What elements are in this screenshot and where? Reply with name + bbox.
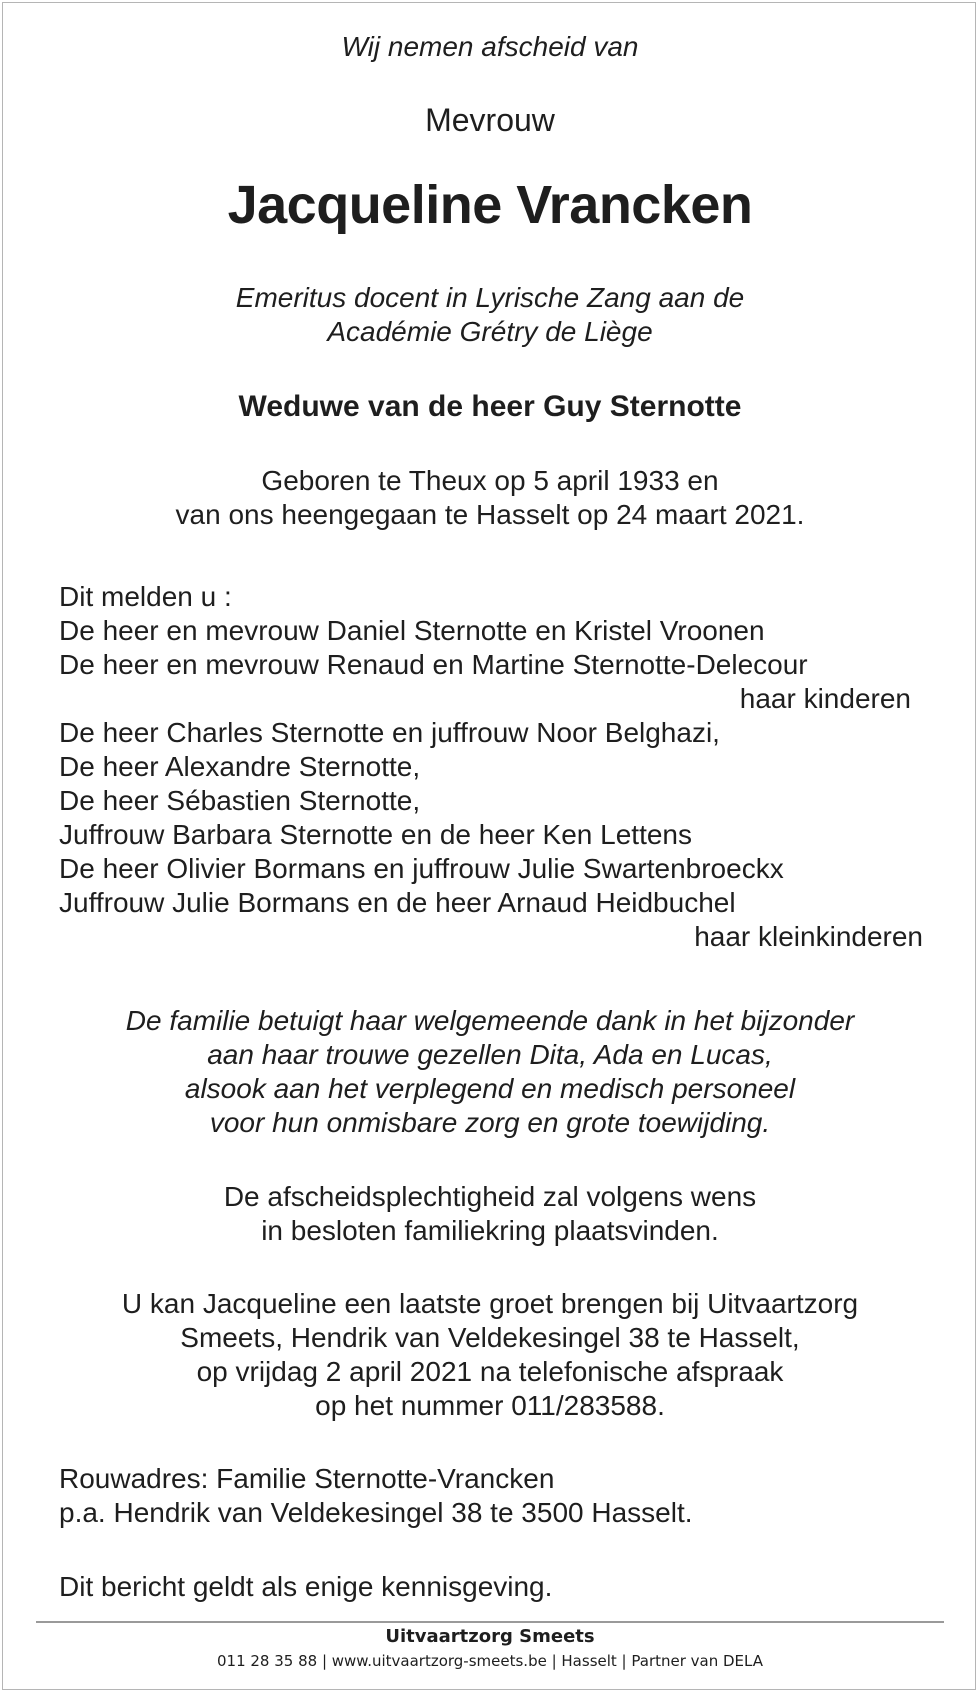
ceremony-paragraph <box>0 1180 980 1248</box>
list-item: De heer Olivier Bormans en juffrouw Julie Swartenbroeckx <box>59 853 784 884</box>
intro-line: Wij nemen afscheid van <box>341 31 639 62</box>
death-line: van ons heengegaan te Hasselt op 24 maart 2021. <box>175 499 805 530</box>
occupation <box>0 281 980 349</box>
birth-line: Geboren te Theux op 5 april 1933 en <box>261 465 719 496</box>
children-label: haar kinderen <box>739 683 911 714</box>
funeral-home-name: Uitvaartzorg Smeets <box>385 1626 595 1647</box>
children-list <box>59 614 911 716</box>
visit-line: op het nummer 011/283588. <box>315 1390 665 1421</box>
visit-line: U kan Jacqueline een laatste groet brengen bij Uitvaartzorg <box>121 1288 859 1319</box>
list-item: De heer Sébastien Sternotte, <box>59 785 421 816</box>
ceremony-line: in besloten familiekring plaatsvinden. <box>261 1215 719 1246</box>
announce-label: Dit melden u : <box>59 581 232 612</box>
list-item: De heer Charles Sternotte en juffrouw Noor Belghazi, <box>59 717 720 748</box>
thanks-line: De familie betuigt haar welgemeende dank in het bijzonder <box>125 1005 855 1036</box>
visit-line: Smeets, Hendrik van Veldekesingel 38 te Hasselt, <box>180 1322 800 1353</box>
funeral-home-contact: 011 28 35 88 | www.uitvaartzorg-smeets.be | Hasselt | Partner van DELA <box>216 1652 763 1670</box>
occupation-line: Emeritus docent in Lyrische Zang aan de <box>235 282 745 313</box>
salutation: Mevrouw <box>425 102 555 138</box>
thanks-line: alsook aan het verplegend en medisch personeel <box>184 1073 796 1104</box>
widow-line: Weduwe van de heer Guy Sternotte <box>238 390 742 423</box>
footer-divider <box>36 1621 944 1623</box>
list-item: De heer en mevrouw Renaud en Martine Sternotte-Delecour <box>59 649 808 680</box>
deceased-name: Jacqueline Vrancken <box>227 175 753 235</box>
visit-line: op vrijdag 2 april 2021 na telefonische afspraak <box>196 1356 784 1387</box>
thanks-line: aan haar trouwe gezellen Dita, Ada en Lucas, <box>207 1039 773 1070</box>
thanks-paragraph <box>0 1004 980 1140</box>
mourning-address <box>59 1462 911 1530</box>
list-item: De heer en mevrouw Daniel Sternotte en Kristel Vroonen <box>59 615 765 646</box>
ceremony-line: De afscheidsplechtigheid zal volgens wens <box>223 1181 757 1212</box>
list-item: Juffrouw Barbara Sternotte en de heer Ken Lettens <box>59 819 693 850</box>
thanks-line: voor hun onmisbare zorg en grote toewijding. <box>209 1107 771 1138</box>
occupation-line: Académie Grétry de Liège <box>327 316 653 347</box>
list-item: De heer Alexandre Sternotte, <box>59 751 421 782</box>
notice-line: Dit bericht geldt als enige kennisgeving. <box>59 1571 553 1602</box>
address-line: p.a. Hendrik van Veldekesingel 38 te 3500 Hasselt. <box>59 1497 693 1528</box>
grandchildren-list <box>59 716 923 954</box>
visit-paragraph <box>0 1287 980 1423</box>
address-line: Rouwadres: Familie Sternotte-Vrancken <box>59 1463 555 1494</box>
list-item: Juffrouw Julie Bormans en de heer Arnaud Heidbuchel <box>59 887 736 918</box>
birth-death <box>0 464 980 532</box>
grandchildren-label: haar kleinkinderen <box>694 921 923 952</box>
